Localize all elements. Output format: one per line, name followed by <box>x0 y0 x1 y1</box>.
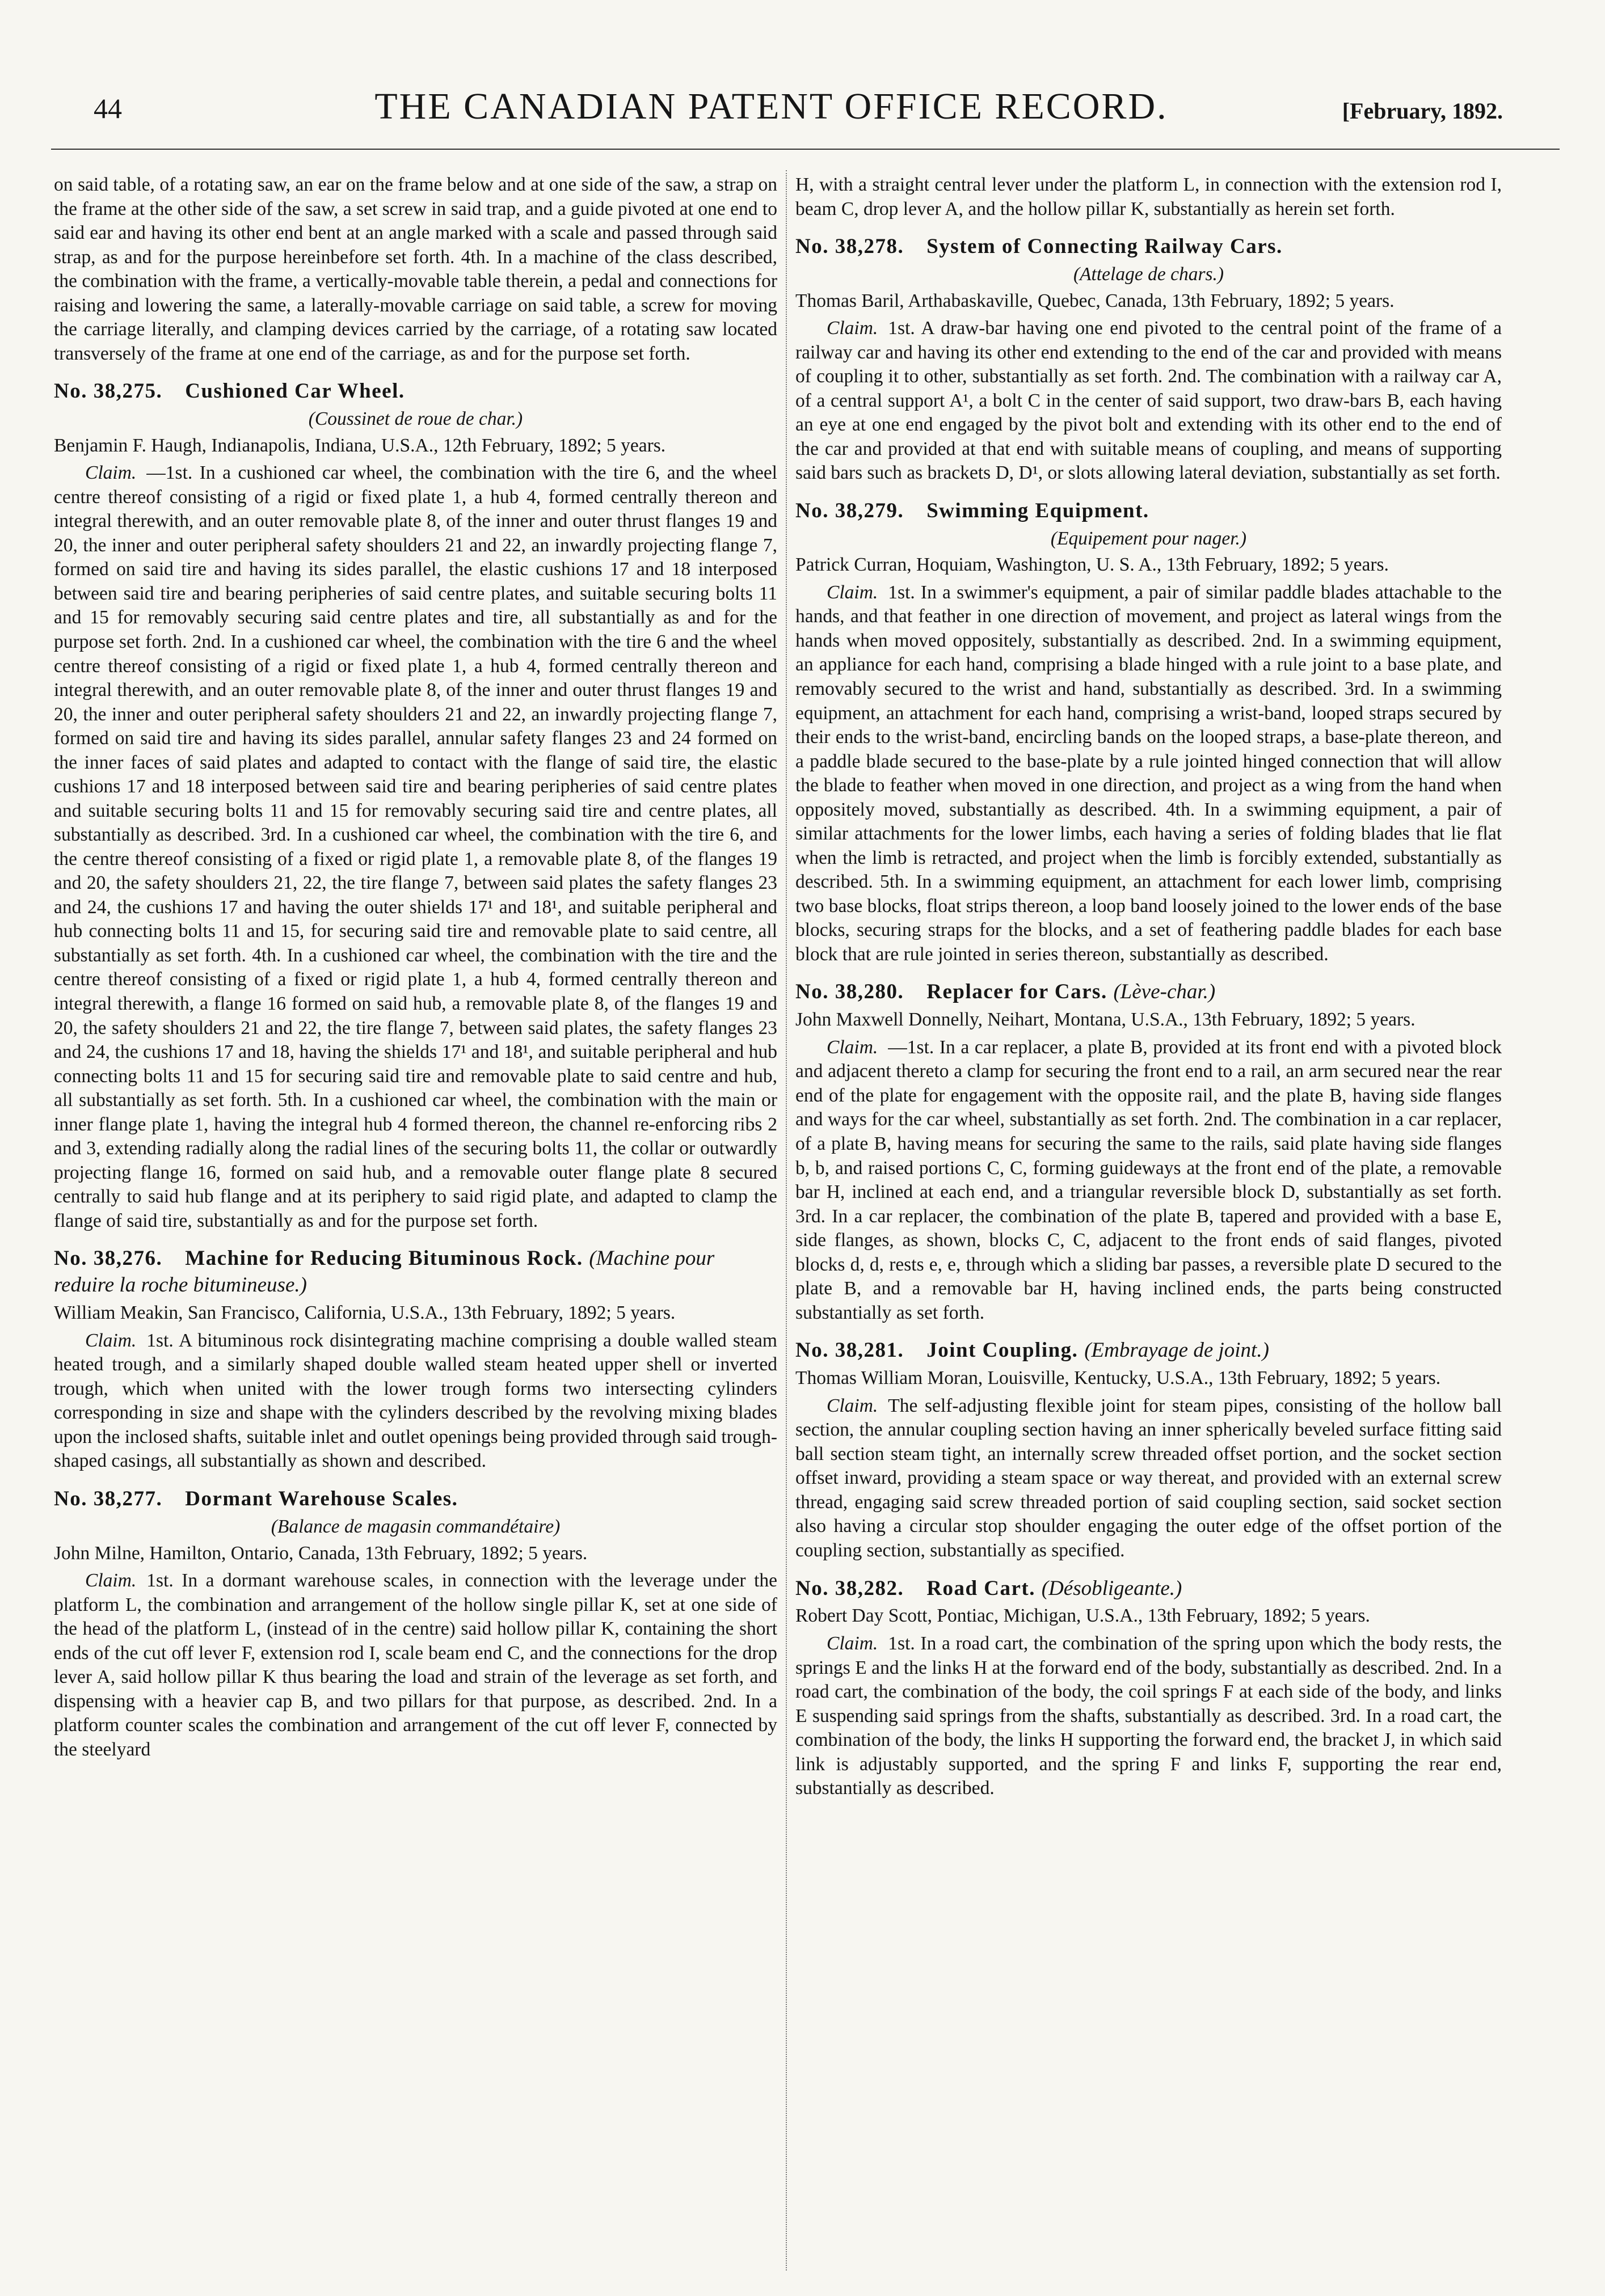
patent-inventor: Thomas William Moran, Louisville, Kentucky, U.S.A., 13th February, 1892; 5 years. <box>795 1368 1441 1389</box>
patent-french-title: (Embrayage de joint.) <box>1084 1339 1269 1362</box>
patent-french-title: (Balance de magasin commandétaire) <box>271 1516 561 1537</box>
patent-heading <box>54 378 777 405</box>
patent-heading <box>795 1337 1502 1364</box>
left-column <box>54 173 777 2265</box>
patent-claim <box>795 1036 1502 1325</box>
patent-french-title: (Equipement pour nager.) <box>1050 527 1247 549</box>
patent-entry-38278 <box>795 234 1502 486</box>
claim-text: The self-adjusting flexible joint for steam pipes, consisting of the hollow ball section, the annular coupling section having an inner spherically beveled surface fitting said ball section steam tight, an internally screw threaded offset portion, and the socket section offset inward, providing a steam space or way thereat, and provided with an external screw thread, engaging said screw threaded portion of said coupling section, said socket section also having a circular stop shoulder engaging the outer edge of the offset portion of the coupling section, substantially as specified. <box>795 1395 1502 1561</box>
patent-french-title: (Désobligeante.) <box>1041 1576 1182 1600</box>
patent-heading <box>54 1246 777 1299</box>
claim-text: 1st. In a dormant warehouse scales, in connection with the leverage under the platform L, the combination and arrangement of the hollow single pillar K, set at one side of the head of the platform L, (instead of in the centre) said hollow pillar K, containing the short ends of the cut off lever F, extension rod I, scale beam end C, and the connections for the drop lever A, said hollow pillar K thus bearing the load and strain of the leverage as set forth, and dispensing with a heavier cap B, and two pillars for that purpose, as described. 2nd. In a platform counter scales the combination and arrangement of the cut off lever F, connected by the steelyard <box>54 1570 777 1760</box>
patent-heading <box>795 1576 1502 1602</box>
patent-entry-38281 <box>795 1337 1502 1563</box>
patent-inventor: William Meakin, San Francisco, California, U.S.A., 13th February, 1892; 5 years. <box>54 1302 676 1324</box>
patent-french-title: (Attelage de chars.) <box>1073 264 1224 285</box>
patent-french-title: (Machine pour reduire la roche bitumineuse.) <box>54 1247 715 1297</box>
patent-claim <box>54 1569 777 1762</box>
patent-claim <box>54 1329 777 1474</box>
patent-title: Machine for Reducing Bituminous Rock. <box>185 1247 583 1271</box>
patent-title: Road Cart. <box>926 1576 1035 1600</box>
patent-heading <box>795 979 1502 1006</box>
patent-entry-38276 <box>54 1246 777 1474</box>
patent-french-title: (Coussinet de roue de char.) <box>308 408 523 430</box>
patent-claim <box>54 461 777 1233</box>
claim-text: 1st. A draw-bar having one end pivoted to the central point of the frame of a railway car and having its other end extending to the end of the car and provided with means of coupling it to other, substantially as set forth. 2nd. The combination with a railway car A, of a central support A¹, a bolt C in the center of said support, two draw-bars B, each having an eye at one end engaged by the pivot bolt and extending with its other end to the end of the car and provided at that end with suitable means of coupling, and means of supporting said bars such as brackets D, D¹, or slots allowing lateral deviation, substantially as set forth. <box>795 318 1502 484</box>
patent-entry-38277 <box>54 1486 777 1762</box>
patent-entry-38282 <box>795 1576 1502 1801</box>
patent-entry-38280 <box>795 979 1502 1325</box>
claim-text: —1st. In a cushioned car wheel, the combination with the tire 6, and the wheel centre thereof consisting of a rigid or fixed plate 1, a hub 4, formed centrally thereon and integral therewith, and an outer removable plate 8, of the inner and outer thrust flanges 19 and 20, the inner and outer peripheral safety shoulders 21 and 22, an inwardly projecting flange 7, formed on said tire and having its sides parallel, the elastic cushions 17 and 18 interposed between said tire and bearing peripheries of said centre plates, and suitable securing bolts 11 and 15 for removably securing said centre plates and tire, all substantially as and for the purpose set forth. 2nd. In a cushioned car wheel, the combination with the tire 6 and the wheel centre thereof consisting of a rigid or fixed plate 1, a hub 4, formed centrally thereon and integral therewith, and an outer removable plate 8, of the inner and outer thrust flanges 19 and 20, the inner and outer peripheral safety shoulders 21 and 22, an inwardly projecting flange 7, formed on said tire and having its sides parallel, annular safety flanges 23 and 24 formed on the inner faces of said plates and adapted to contact with the flange of said tire, the elastic cushions 17 and 18 interposed between said tire and bearing peripheries of said centre plates and suitable securing bolts 11 and 15 for removably securing said tire and centre plates, all substantially as described. 3rd. In a cushioned car wheel, the combination with the tire 6, and the centre thereof consisting of a fixed or rigid plate 1, a removable plate 8, of the flanges 19 and 20, the safety shoulders 21, 22, the tire flange 7, between said plates the safety flanges 23 and 24, the cushions 17 and having the outer shields 17¹ and 18¹, and suitable peripheral and hub connecting bolts 11 and 15, for securing said tire and removable plate to said centre, all substantially as set forth. 4th. In a cushioned car wheel, the combination with the tire and the centre thereof consisting of a fixed or rigid plate 1, a hub 4, formed centrally thereon and integral therewith, a flange 16 formed on said hub, a removable plate 8, of the flanges 19 and 20, the safety shoulders 21 and 22, the tire flange 7, between said plates, the safety flanges 23 and 24, the cushions 17 and 18, having the shields 17¹ and 18¹, and suitable peripheral and hub connecting bolts 11 and 15 for securing said tire and removable plate to said centre and hub, all substantially as set forth. 5th. In a cushioned car wheel, the combination with the main or inner flange plate 1, having the integral hub 4 formed thereon, the channel re-enforcing ribs 2 and 3, extending radially along the radial lines of the securing bolts 11, the collar or outwardly projecting flange 16, formed on said hub, and a removable outer flange plate 8 secured centrally to said hub flange and at its periphery to said rigid plate, and adapted to clamp the flange of said tire, substantially as and for the purpose set forth. <box>54 462 777 1231</box>
patent-entry-38275 <box>54 378 777 1233</box>
header-rule <box>51 149 1560 150</box>
claim-text: 1st. In a road cart, the combination of the spring upon which the body rests, the springs E and the links H at the forward end of the body, substantially as described. 2nd. In a road cart, the combination of the body, the coil springs F at each side of the body, and links E suspending said springs from the shafts, substantially as described. 3rd. In a road cart, the combination of the body, the links H supporting the forward end, the bracket J, in which said link is adjustably supported, and the spring F and links F, supporting the rear end, substantially as described. <box>795 1633 1502 1799</box>
page-header <box>51 85 1503 147</box>
claim-label: Claim. <box>827 318 878 339</box>
patent-inventor: Robert Day Scott, Pontiac, Michigan, U.S.A., 13th February, 1892; 5 years. <box>795 1605 1370 1627</box>
patent-inventor: Thomas Baril, Arthabaskaville, Quebec, Canada, 13th February, 1892; 5 years. <box>795 290 1395 311</box>
claim-text: 1st. In a swimmer's equipment, a pair of similar paddle blades attachable to the hands, and that feather in one direction of movement, and project as lateral wings from the hands when moved oppositely, substantially as described. 2nd. In a swimming equipment, an appliance for each hand, comprising a blade hinged with a rule joint to a base plate, and removably secured to the wrist and hand, substantially as described. 3rd. In a swimming equipment, an attachment for each hand, comprising a wrist-band, looped straps secured by their ends to the wrist-band, encircling bands on the looped straps, a base-plate thereon, and a paddle blade secured to the base-plate by a rule jointed hinged connection that will allow the blade to feather when moved in one direction, and project as a wing from the hand when oppositely moved, substantially as described. 4th. In a swimming equipment, a pair of similar attachments for the lower limbs, each having a series of folding blades that lie flat when the limb is retracted, and project when the limb is forcibly extended, substantially as described. 5th. In a swimming equipment, an attachment for each lower limb, comprising two base blocks, float strips thereon, a loop band loosely joined to the lower ends of the base blocks, securing straps for the blocks, and a set of feathering paddle blades for each base block that are rule jointed in series thereon, substantially as described. <box>795 581 1502 965</box>
claim-label: Claim. <box>85 1570 137 1592</box>
patent-claim <box>795 1632 1502 1801</box>
claim-text: —1st. In a car replacer, a plate B, provided at its front end with a pivoted block and adjacent thereto a clamp for securing the front end to a rail, an arm secured near the rear end of the plate for engagement with the opposite rail, and the plate B, having side flanges and ways for the car wheel, substantially as set forth. 2nd. The combination in a car replacer, of a plate B, having means for securing the same to the rails, said plate having side flanges b, b, and raised portions C, C, forming guideways at the front end of the plate, a removable bar H, inclined at each end, and a triangular reversible block D, substantially as set forth. 3rd. In a car replacer, the combination of the plate B, tapered and provided with a base E, side flanges, as shown, blocks C, C, adjacent to the front ends of said flanges, pivoted blocks d, d, rests e, e, through which a sliding bar passes, a reversible plate D secured to the plate B, and a removable bar H, having inclined ends, the parts being constructed substantially as set forth. <box>795 1036 1502 1323</box>
patent-number: No. 38,278. <box>795 235 904 259</box>
continued-claim-text: H, with a straight central lever under the platform L, in connection with the extension rod I, beam C, drop lever A, and the hollow pillar K, substantially as herein set forth. <box>795 174 1502 220</box>
claim-label: Claim. <box>85 462 137 484</box>
patent-title: Swimming Equipment. <box>926 499 1149 522</box>
patent-title: System of Connecting Railway Cars. <box>926 235 1283 259</box>
patent-number: No. 38,279. <box>795 499 904 522</box>
claim-text: 1st. A bituminous rock disintegrating machine comprising a double walled steam heated trough, and a similarly shaped double walled steam heated upper shell or inverted trough, which when united with the lower trough forms two intersecting cylinders corresponding in size and shape with the cylinders described by the revolving mixing blades upon the inclosed shafts, suitable inlet and outlet openings being provided through said trough-shaped casings, all substantially as shown and described. <box>54 1330 777 1472</box>
claim-label: Claim. <box>85 1330 137 1351</box>
patent-title: Cushioned Car Wheel. <box>185 379 405 403</box>
patent-inventor: Benjamin F. Haugh, Indianapolis, Indiana, U.S.A., 12th February, 1892; 5 years. <box>54 434 666 456</box>
claim-label: Claim. <box>827 581 878 603</box>
patent-number: No. 38,281. <box>795 1339 904 1362</box>
patent-title: Joint Coupling. <box>926 1339 1079 1362</box>
patent-number: No. 38,275. <box>54 379 163 403</box>
claim-label: Claim. <box>827 1036 878 1058</box>
patent-french-title: (Lève-char.) <box>1113 980 1216 1004</box>
patent-title: Dormant Warehouse Scales. <box>185 1487 458 1510</box>
publication-title: THE CANADIAN PATENT OFFICE RECORD. <box>374 86 1168 127</box>
right-column <box>795 173 1502 2265</box>
claim-label: Claim. <box>827 1633 878 1655</box>
patent-claim <box>795 581 1502 967</box>
continued-claim-text: on said table, of a rotating saw, an ear on the frame below and at one side of the saw, a strap on the frame at the other side of the saw, a set screw in said trap, and a guide pivoted at one end to said ear and having its other end bent at an angle marked with a scale and passed through said strap, as and for the purpose hereinbefore set forth. 4th. In a machine of the class described, the combination with the frame, a vertically-movable table therein, a pedal and connections for raising and lowering the same, a laterally-movable carriage on said table, a screw for moving the carriage literally, and clamping devices carried by the carriage, of a rotating saw located transversely of the frame at one end of the carriage, as and for the purpose set forth. <box>54 174 777 364</box>
patent-entry-38279 <box>795 498 1502 967</box>
patent-heading <box>795 234 1502 260</box>
patent-heading <box>795 498 1502 525</box>
patent-number: No. 38,277. <box>54 1487 163 1510</box>
patent-title: Replacer for Cars. <box>926 980 1107 1004</box>
patent-number: No. 38,276. <box>54 1247 163 1271</box>
patent-inventor: John Maxwell Donnelly, Neihart, Montana, U.S.A., 13th February, 1892; 5 years. <box>795 1009 1416 1031</box>
column-divider <box>786 170 787 2270</box>
page-number: 44 <box>94 92 122 124</box>
patent-inventor: Patrick Curran, Hoquiam, Washington, U. S. A., 13th February, 1892; 5 years. <box>795 554 1389 576</box>
issue-date: [February, 1892. <box>1342 98 1503 124</box>
patent-inventor: John Milne, Hamilton, Ontario, Canada, 13th February, 1892; 5 years. <box>54 1542 588 1564</box>
patent-claim <box>795 316 1502 486</box>
patent-number: No. 38,282. <box>795 1576 904 1600</box>
claim-label: Claim. <box>827 1395 878 1416</box>
patent-claim <box>795 1394 1502 1563</box>
patent-number: No. 38,280. <box>795 980 904 1004</box>
patent-heading <box>54 1486 777 1513</box>
